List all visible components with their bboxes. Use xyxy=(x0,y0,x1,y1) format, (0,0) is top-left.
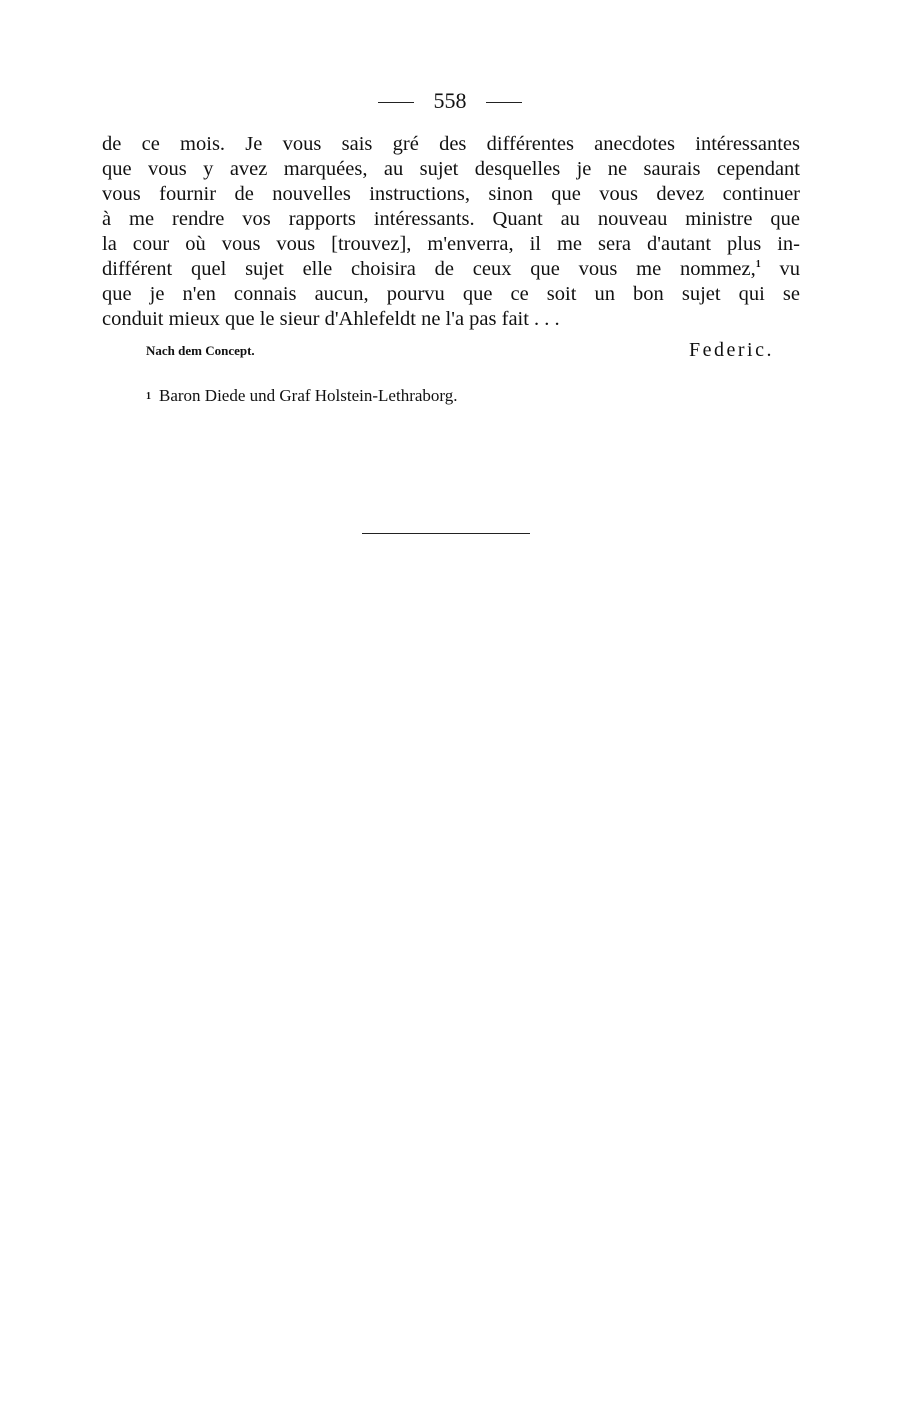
footnote-reference: 1 xyxy=(755,259,761,271)
footnote xyxy=(146,385,458,408)
body-line: que vous y avez marquées, au sujet desquelles je ne saurais cependant xyxy=(102,158,800,180)
source-note: Nach dem Concept. xyxy=(146,343,255,358)
body-line: la cour où vous vous [trouvez], m'enverra, il me sera d'autant plus in- xyxy=(102,233,800,255)
header-dash-right xyxy=(486,102,522,103)
body-line: de ce mois. Je vous sais gré des différentes anecdotes intéressantes xyxy=(102,133,800,155)
footnote-marker: 1 xyxy=(146,391,151,402)
body-line: vous fournir de nouvelles instructions, sinon que vous devez continuer xyxy=(102,183,800,205)
section-end-rule xyxy=(362,533,530,534)
footnote-text: Baron Diede und Graf Holstein-Lethraborg. xyxy=(159,386,458,405)
page-number: 558 xyxy=(433,88,467,113)
body-line: à me rendre vos rapports intéressants. Quant au nouveau ministre que xyxy=(102,208,800,230)
letter-body xyxy=(102,132,800,332)
body-line: conduit mieux que le sieur d'Ahlefeldt ne l'a pas fait . . . xyxy=(102,308,560,330)
body-line: que je n'en connais aucun, pourvu que ce soit un bon sujet qui se xyxy=(102,283,800,305)
signature: Federic. xyxy=(689,339,774,361)
body-line-text: différent quel sujet elle choisira de ceux que vous me nommez, xyxy=(102,258,756,280)
body-line-tail: vu xyxy=(779,258,801,280)
header-dash-left xyxy=(378,102,414,103)
body-line-with-footnote xyxy=(102,257,800,282)
page-header xyxy=(0,86,900,116)
